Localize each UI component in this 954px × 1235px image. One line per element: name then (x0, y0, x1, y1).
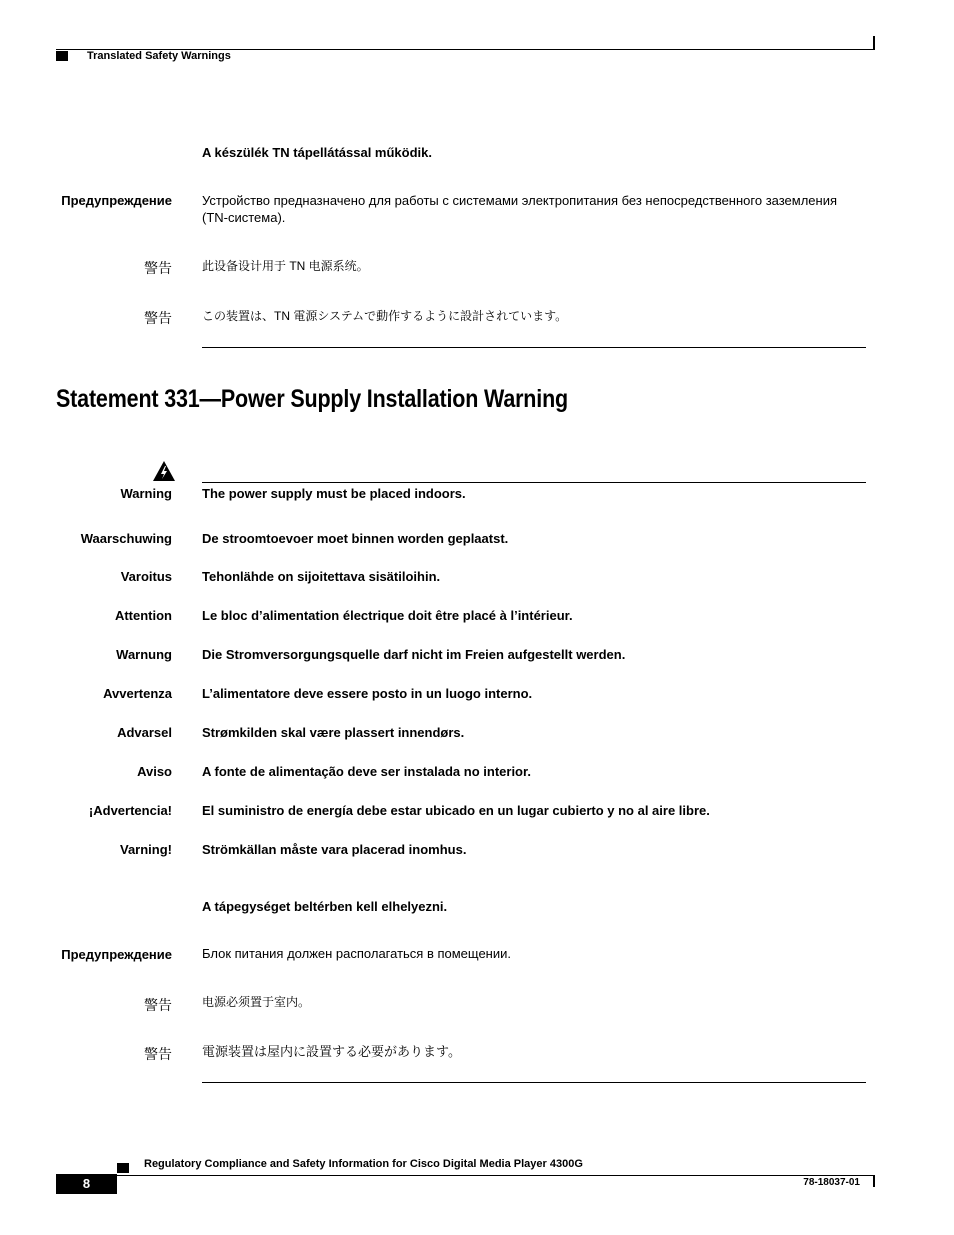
statement-japanese-text: 電源装置は屋内に設置する必要があります。 (202, 1044, 461, 1059)
statement-chinese-label: 警告 (144, 997, 172, 1013)
warning-text-finnish: Tehonlähde on sijoitettava sisätiloihin. (202, 569, 441, 584)
page-number: 8 (82, 1176, 91, 1191)
warning-label-norwegian: Advarsel (117, 725, 172, 740)
warning-text-swedish: Strömkällan måste vara placerad inomhus. (202, 842, 467, 857)
prev-russian-label: Предупреждение (61, 193, 172, 208)
footer-tick (873, 1175, 875, 1187)
prev-japanese-label: 警告 (144, 310, 172, 326)
statement-russian-text: Блок питания должен располагаться в помещении. (202, 946, 511, 961)
statement-russian-label: Предупреждение (61, 947, 172, 962)
prev-chinese-label: 警告 (144, 260, 172, 276)
warning-text-portuguese: A fonte de alimentação deve ser instalada no interior. (202, 764, 531, 779)
warning-label-german: Warnung (116, 647, 172, 662)
warning-label-finnish: Varoitus (120, 569, 172, 584)
statement-hungarian-text: A tápegységet beltérben kell elhelyezni. (202, 899, 448, 914)
statement-end-rule (202, 1082, 866, 1083)
statement-japanese-label: 警告 (144, 1046, 172, 1062)
warning-label-french: Attention (114, 608, 172, 623)
statement-chinese-text: 电源必须置于室内。 (202, 995, 311, 1009)
warning-triangle-lightning-icon (152, 460, 176, 482)
warning-label-swedish: Varning! (119, 842, 172, 857)
footer-marker (117, 1163, 129, 1173)
warning-text-spanish: El suministro de energía debe estar ubicado en un lugar cubierto y no al aire libre. (202, 803, 710, 818)
warning-label-dutch: Waarschuwing (80, 531, 172, 546)
prev-hungarian-text: A készülék TN tápellátással működik. (202, 145, 432, 160)
prev-chinese-text: 此设备设计用于 TN 电源系统。 (202, 259, 369, 273)
header-marker (56, 51, 68, 61)
footer-rule (117, 1175, 875, 1176)
warning-label-italian: Avvertenza (103, 686, 172, 701)
warning-text-italian: L’alimentatore deve essere posto in un luogo interno. (202, 686, 533, 701)
statement-title: Statement 331—Power Supply Installation Warning (56, 385, 568, 413)
warning-text-dutch: De stroomtoevoer moet binnen worden geplaatst. (202, 531, 509, 546)
warning-label-english: Warning (120, 486, 172, 501)
warning-text-german: Die Stromversorgungsquelle darf nicht im Freien aufgestellt werden. (202, 647, 626, 662)
prev-russian-text: Устройство предназначено для работы с системами электропитания без непосредственного заземления (TN-система). (202, 193, 838, 225)
warning-label-spanish: ¡Advertencia! (88, 803, 172, 818)
statement-top-rule (202, 482, 866, 483)
warning-text-french: Le bloc d’alimentation électrique doit être placé à l’intérieur. (202, 608, 573, 623)
prev-end-rule (202, 347, 866, 348)
footer-doc-title: Regulatory Compliance and Safety Information for Cisco Digital Media Player 4300G (144, 1158, 583, 1170)
warning-text-norwegian: Strømkilden skal være plassert innendørs. (202, 725, 465, 740)
footer-doc-number: 78-18037-01 (803, 1177, 860, 1188)
running-header: Translated Safety Warnings (87, 50, 231, 62)
header-tick (873, 36, 875, 50)
warning-text-english: The power supply must be placed indoors. (202, 486, 466, 501)
warning-label-portuguese: Aviso (137, 764, 172, 779)
prev-japanese-text: この装置は、TN 電源システムで動作するように設計されています。 (202, 309, 568, 323)
